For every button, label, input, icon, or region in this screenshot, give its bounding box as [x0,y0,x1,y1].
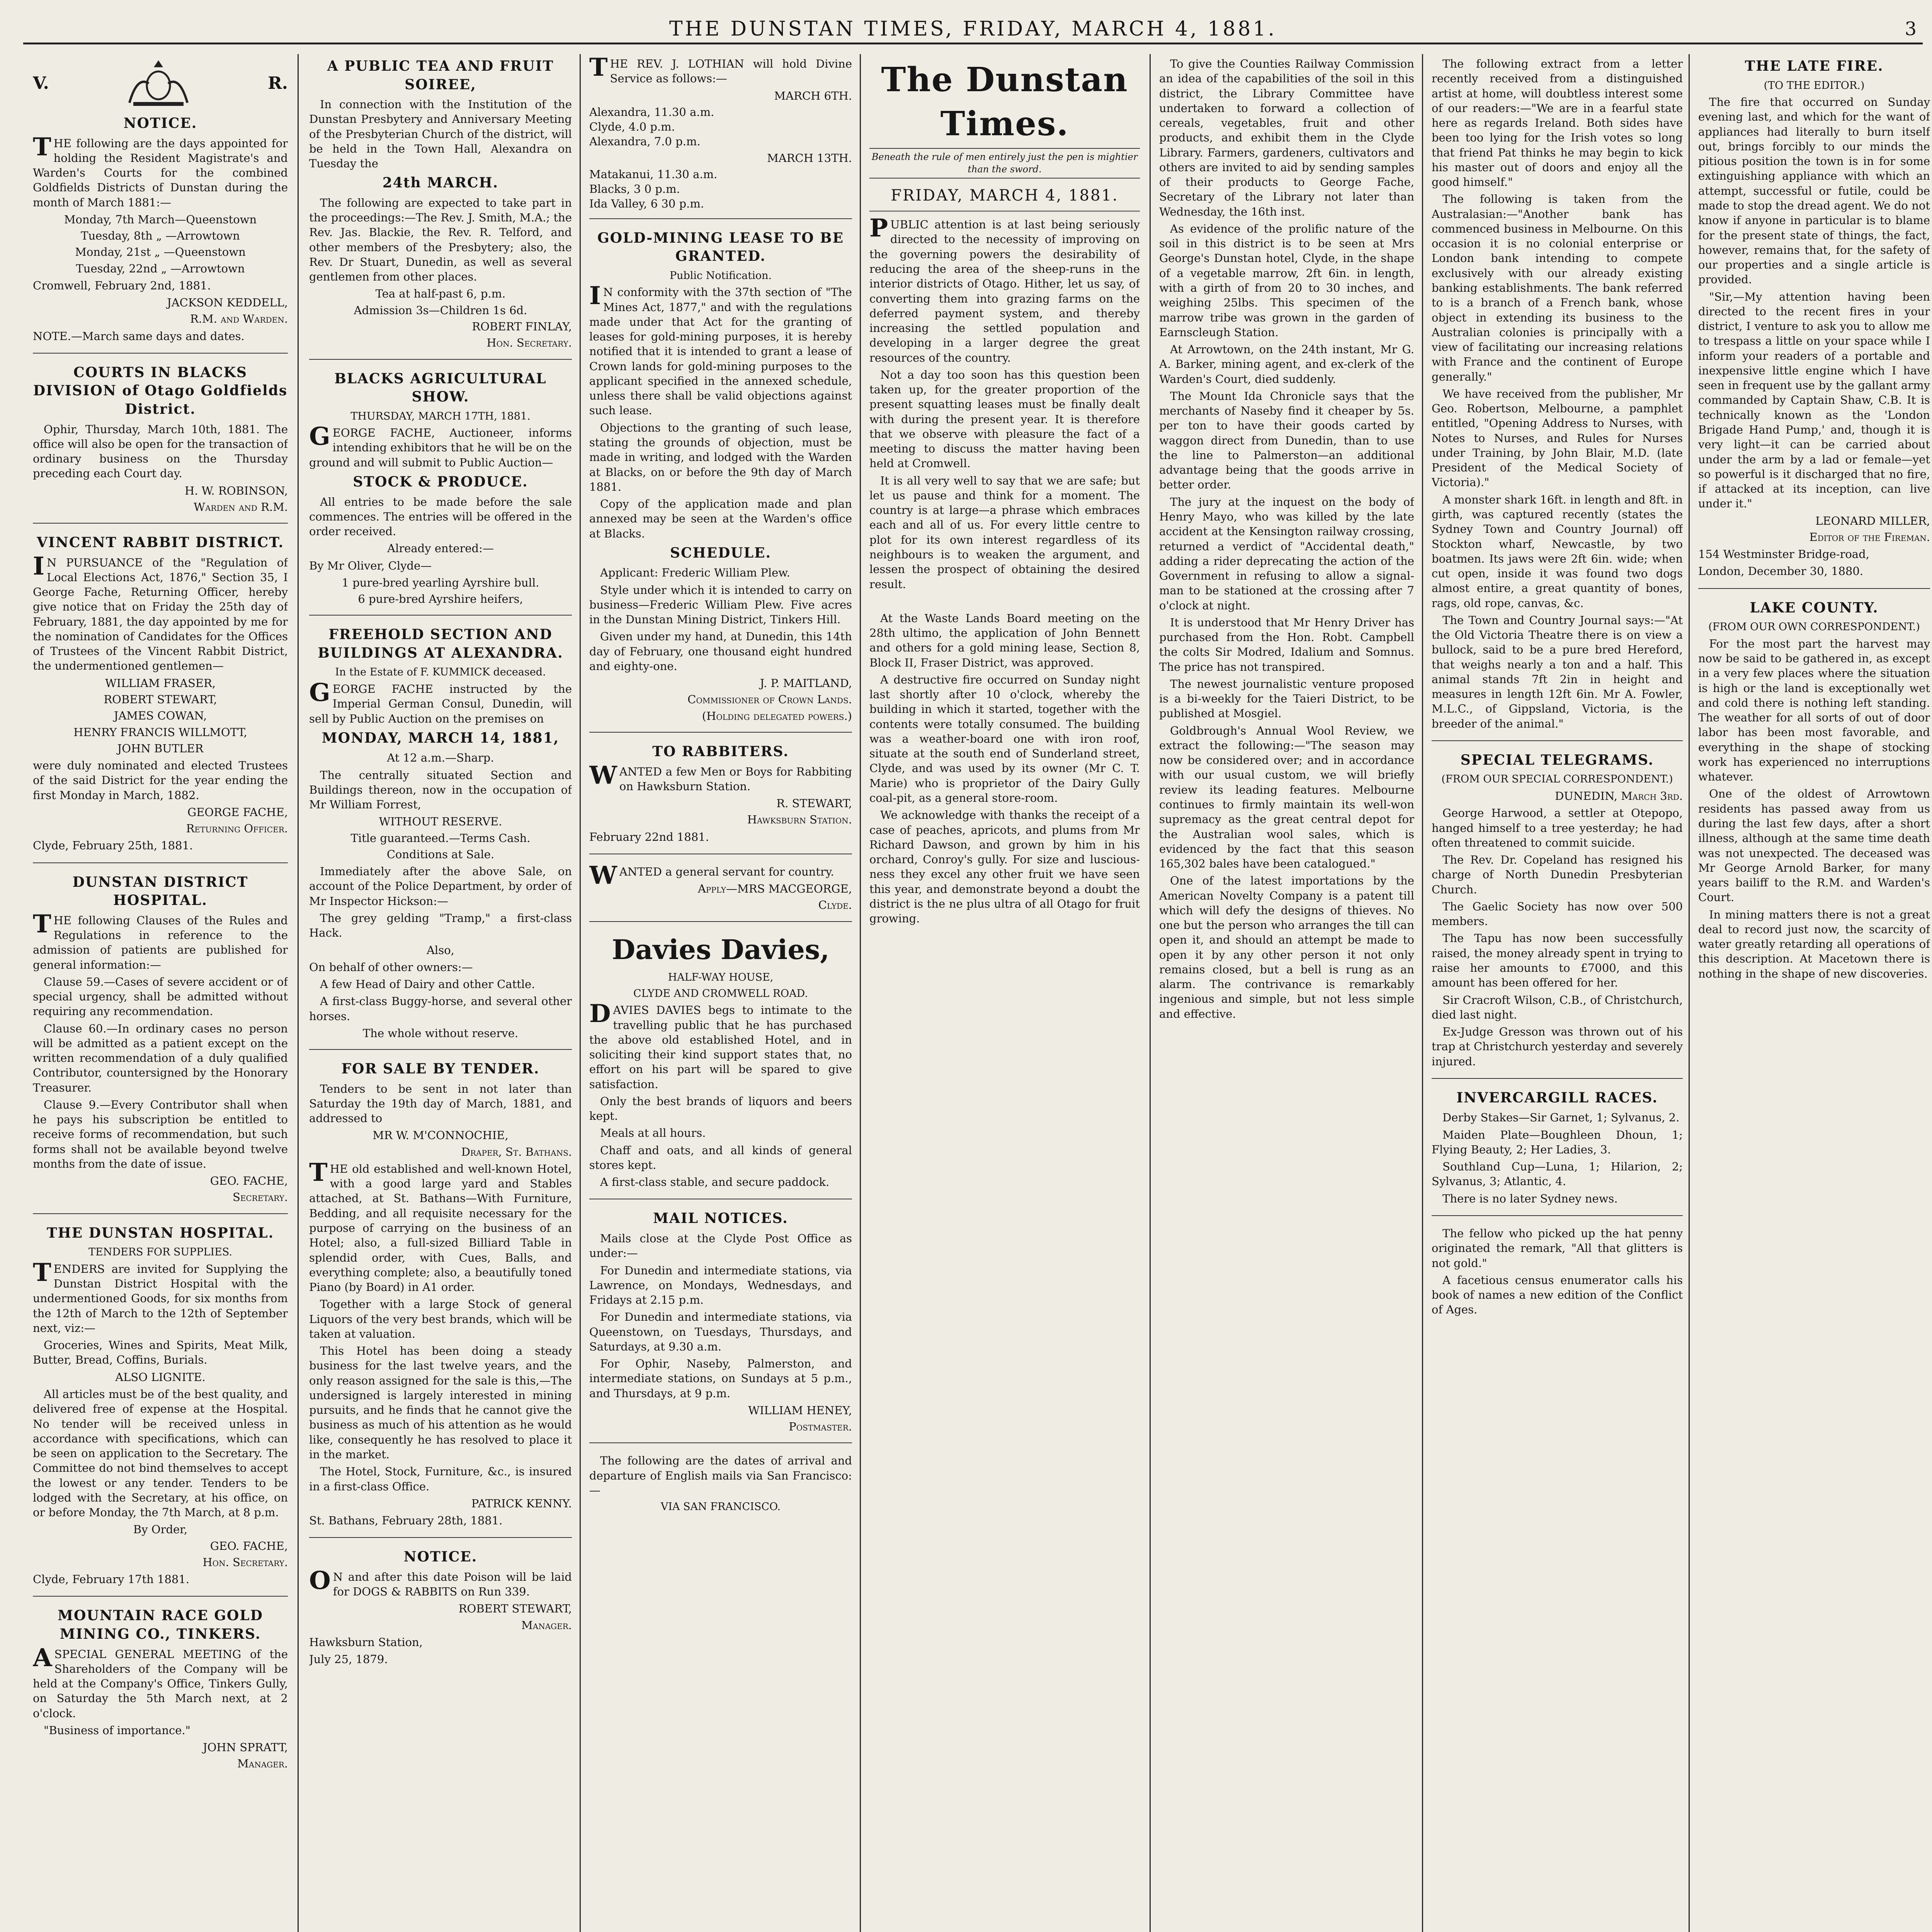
local-news [869,611,1140,935]
news-paragraph: The fellow who picked up the hat penny originated the remark, "All that glitters is not gold." [1432,1226,1683,1270]
report-paragraph: In mining matters there is not a great deal to record just now, the scarcity of water greatly retarding all operations of this description. At Macetown there is nothing in the shape of new discoveries. [1698,908,1930,980]
section-subtitle: (TO THE EDITOR.) [1764,79,1865,92]
running-title: THE DUNSTAN TIMES, FRIDAY, MARCH 4, 1881. [669,17,1277,41]
local-news [1159,56,1414,1031]
notice-title: THE DUNSTAN HOSPITAL. [46,1225,274,1241]
apply-to: Apply—MRS MACGEORGE, [697,882,852,896]
race-result: There is no later Sydney news. [1442,1192,1618,1205]
telegram-item: Sir Cracroft Wilson, C.B., of Christchurch, died last night. [1432,993,1683,1021]
race-result: Derby Stakes—Sir Garnet, 1; Sylvanus, 2. [1442,1111,1680,1124]
goods-list: Groceries, Wines and Spirits, Meat Milk, Butter, Bread, Coffins, Burials. [33,1338,288,1367]
service-row: Ida Valley, 6 30 p.m. [589,197,704,211]
signer-note: (Holding delegated powers.) [702,709,852,723]
trustee-name: ROBERT STEWART, [104,693,217,706]
poison-notice [309,1548,572,1676]
hospital-tenders-notice [33,1224,288,1597]
service-row: Blacks, 3 0 p.m. [589,182,680,196]
trustee-name: HENRY FRANCIS WILLMOTT, [73,725,247,739]
column-2 [309,54,572,1932]
notice-body: Given under my hand, at Dunedin, this 14th day of February, one thousand eight hundred and eighty-one. [589,630,852,673]
davies-title: Davies Davies, [612,933,830,966]
notice-body: All articles must be of the best quality, and delivered free of expense at the Hospital. No tender will be received unless in accordance with specifications, which can be seen on application to the Secretary. The Committee do not bind themselves to accept the lowest or any tender. Tenders to be lodged with the Secretary, at his office, on or before Monday, the 7th March, at 8 p.m. [33,1388,288,1519]
column-4 [869,54,1140,1932]
news-paragraph: The following extract from a letter recently received from a distinguished artist at home, will doubtless interest some of our readers:—"We are in a fearful state here as regards Ireland. Both sides have been too lying for the Irish votes so long that friend Pat thinks he may begin to kick his master out of doors and enjoy all the good himself." [1432,57,1683,189]
notice-body: ON and after this date Poison will be laid for DOGS & RABBITS on Run 339. [309,1566,572,1599]
court-days-notice [33,114,288,354]
signer-role: Hon. Secretary. [486,336,572,350]
telegram-item: The Tapu has now been successfully raised, the money already spent in trying to raise her amounts to £7000, and this amount has been offered for her. [1432,932,1683,990]
soiree-advert [309,57,572,360]
notice-title: VINCENT RABBIT DISTRICT. [37,534,284,551]
admission-price: Admission 3s—Children 1s 6d. [354,303,527,317]
signer-role: Warden and R.M. [194,500,288,514]
signer-name: ROBERT FINLAY, [472,320,572,333]
blacks-courts-notice [33,364,288,524]
hospital-rules-notice [33,873,288,1214]
section-title: THE LATE FIRE. [1745,58,1884,74]
notice-title: GOLD-MINING LEASE TO BE GRANTED. [597,230,844,265]
leader-paragraph: Not a day too soon has this question been taken up, for the greater proportion of the present squatting leases must be finally dealt with during the present year. It is therefore that we observe with pleasure the fact of a meeting to discuss the matter having been held at Cromwell. [869,368,1140,470]
without-reserve: The whole without reserve. [362,1026,519,1040]
signer-role: Editor of the Fireman. [1809,530,1930,544]
signer-name: R. STEWART, [776,797,852,810]
advert-subtitle: CLYDE AND CROMWELL ROAD. [633,987,808,1000]
half-way-house-advert [589,932,852,1200]
special-telegrams [1432,751,1683,1079]
page-number: 3 [1905,18,1919,40]
notice-dated: Cromwell, February 2nd, 1881. [33,279,211,292]
notice-body: IN PURSUANCE of the "Regulation of Local Elections Act, 1876," Section 35, I George Fache, Returning Officer, hereby give notice that on Friday the 25th day of February, 1881, the day appointed by me for the nomination of Candidates for the Offices of Trustees of the Vincent Rabbit District, the undermentioned gentlemen— [33,551,288,673]
notice-title: COURTS IN BLACKS DIVISION of Otago Goldfields District. [33,364,288,417]
notice-body: THE following are the days appointed for holding the Resident Magistrate's and Warden's Courts for the combined Goldfields Districts of Dunstan during the month of March 1881:— [33,132,288,209]
signer-role: Hon. Secretary. [202,1555,288,1569]
rabbit-district-notice [33,534,288,863]
advert-body: THE old established and well-known Hotel, with a good large yard and Stables attached, at St. Bathans—With Furniture, Bedding, and all requisite necessary for the purpose of carrying on the business of an Hotel; also, a full-sized Billiard Table in splendid order, with Cues, Balls, and everything complete; also, a beautifully toned Piano (by Board) in A1 order. [309,1158,572,1294]
news-paragraph: As evidence of the prolific nature of the soil in this district is to be seen at Mrs George's Dunstan hotel, Clyde, in the shape of a vegetable marrow, 2ft 6in. in length, with a girth of from 20 to 30 inches, and weighing 25lbs. This specimen of the marrow tribe was grown in the garden of Earnscleugh Station. [1159,222,1414,339]
lake-county-report [1698,599,1930,990]
advert-body: Meals at all hours. [600,1126,706,1140]
news-paragraph: To give the Counties Railway Commission an idea of the capabilities of the soil in this district, the Library Committee have undertaken to forward a collection of cereals, vegetables, fruit and other products, and exhibit them in the Clyde Library. Farmers, gardeners, cultivators and others are invited to aid by sending samples of their products to George Fache, Secretary of the Library not later than Wednesday, the 16th inst. [1159,57,1414,218]
advert-body: WANTED a few Men or Boys for Rabbiting on Hawksburn Station. [589,760,852,793]
stock-produce: STOCK & PRODUCE. [353,473,528,490]
entry-item: 6 pure-bred Ayrshire heifers, [358,592,523,606]
letter-address: 154 Westminster Bridge-road, [1698,548,1869,561]
lot-item: The grey gelding "Tramp," a first-class Hack. [309,911,572,940]
signer-name: PATRICK KENNY. [471,1497,572,1510]
freehold-sale-advert [309,626,572,1050]
conditions: Conditions at Sale. [386,847,495,861]
owners-line: On behalf of other owners:— [309,960,473,974]
advert-body: This Hotel has been doing a steady business for the last twelve years, and the only reason assigned for the sale is this,—The undersigned is largely interested in mining pursuits, and he finds that he cannot give the business as much of his attention as he would like, consequently he has resolved to place it in the market. [309,1344,572,1461]
service-row: Alexandra, 7.0 p.m. [589,135,701,148]
advert-title: BLACKS AGRICULTURAL SHOW. [334,370,547,405]
lot-item: A few Head of Dairy and other Cattle. [320,978,535,991]
advert-body: All entries to be made before the sale commences. The entries will be offered in the order received. [309,495,572,538]
column-5 [1159,54,1414,1932]
signer-name: GEO. FACHE, [210,1174,288,1188]
signer-name: GEO. FACHE, [210,1539,288,1553]
advert-body: WANTED a general servant for country. [589,861,834,890]
tea-time: Tea at half-past 6, p.m. [375,287,506,301]
without-reserve: WITHOUT RESERVE. [379,815,502,828]
mail-notices [589,1209,852,1443]
notice-body: Copy of the application made and plan annexed may be seen at the Warden's office at Blacks. [589,497,852,540]
column-1 [33,54,288,1932]
notice-body: Style under which it is intended to carry on business—Frederic William Plew. Five acres in the Dunstan Mining District, Tinkers Hill. [589,583,852,626]
section-title: LAKE COUNTY. [1750,599,1879,616]
paragraph-snippets [1432,1226,1683,1327]
masthead-motto: Beneath the rule of men entirely just the pen is mightier than the sword. [869,148,1140,179]
news-paragraph: At Arrowtown, on the 24th instant, Mr G. A. Barker, mining agent, and ex-clerk of the Warden's Court, died suddenly. [1159,343,1414,386]
notice-body: IN conformity with the 37th section of "The Mines Act, 1877," and with the regulations made under that Act for the granting of leases for gold-mining purposes, it is hereby notified that it is intended to grant a lease of Crown lands for gold-mining purposes to the applicant specified in the annexed schedule, unless there shall be valid objections against such lease. [589,281,852,417]
notice-note: NOTE.—March same days and dates. [33,329,245,343]
notice-dated: St. Bathans, February 28th, 1881. [309,1514,503,1527]
divine-service-notice [589,56,852,219]
signer-name: JACKSON KEDDELL, [167,296,288,310]
notice-subtitle: TENDERS FOR SUPPLIES. [88,1246,232,1259]
already-entered: Already entered:— [387,542,494,555]
sale-time: At 12 a.m.—Sharp. [387,751,494,765]
late-fire-letter [1698,57,1930,589]
advert-body: Chaff and oats, and all kinds of general stores kept. [589,1143,852,1172]
service-date: MARCH 13TH. [767,151,852,165]
section-title: SPECIAL TELEGRAMS. [1460,752,1654,768]
column-3 [589,54,852,1932]
signer-role: Commissioner of Crown Lands. [687,693,852,706]
by-order: By Order, [133,1523,188,1536]
advert-body: The Hotel, Stock, Furniture, &c., is insured in a first-class Office. [309,1465,572,1493]
report-paragraph: For the most part the harvest may now be said to be gathered in, as except in a very few places where the situation is high or the land is exceptionally wet and cold there is nothing left standing. The weather for all sorts of out of door labor has been most favorable, and everything in the shape of stocking work has experienced no interruptions whatever. [1698,637,1930,784]
notice-body: THE following Clauses of the Rules and Regulations in reference to the admission of patients are published for general information:— [33,909,288,971]
trustee-name: JAMES COWAN, [114,709,207,723]
court-date: Monday, 21st „ —Queenstown [75,245,246,259]
section-subtitle: (FROM OUR OWN CORRESPONDENT.) [1708,621,1920,633]
royal-arms [33,56,288,111]
telegram-item: The Rev. Dr. Copeland has resigned his charge of North Dunedin Presbyterian Church. [1432,853,1683,896]
court-date: Tuesday, 8th „ —Arrowtown [81,229,240,243]
signer-role: R.M. and Warden. [190,312,288,326]
advert-body: A first-class stable, and secure paddock. [600,1175,830,1189]
mail-item: For Dunedin and intermediate stations, via Queenstown, on Tuesdays, Thursdays, and Saturdays, at 9.30 a.m. [589,1310,852,1353]
race-result: Southland Cup—Luna, 1; Hilarion, 2; Sylvanus, 3; Atlantic, 4. [1432,1160,1683,1188]
news-paragraph: A monster shark 16ft. in length and 8ft. in girth, was captured recently (states the Sydney Town and Country Journal) off Stockton wharf, Newcastle, by two boatmen. Its jaws were 2ft 6in. wide; when cut open, inside it was found two dogs almost entire, a great quantity of bones, rags, old rope, canvas, &c. [1432,493,1683,610]
news-paragraph: We acknowledge with thanks the receipt of a case of peaches, apricots, and plums from Mr Richard Dawson, and grown by him in his orchard, Conroy's gully. For size and lusciousness they excel any other fruit we have seen this year, and demonstrate beyond a doubt the district is the ne plus ultra of all Otago for fruit growing. [869,808,1140,925]
advert-body: The following are expected to take part in the proceedings:—The Rev. J. Smith, M.A.; the Rev. Jas. Blackie, the Rev. R. Telford, and other members of the Presbytery; also, the Rev. Dr Stuart, Dunedin, as well as several gentlemen from other places. [309,196,572,284]
service-date: MARCH 6TH. [774,89,852,102]
signer-role: Manager. [237,1757,288,1770]
arms-letter-right: R. [268,73,288,93]
notice-dated: Clyde, February 25th, 1881. [33,839,193,852]
court-date: Tuesday, 22nd „ —Arrowtown [76,262,245,275]
column-rule [1422,54,1423,1932]
notice-title: NOTICE. [403,1549,478,1565]
mail-subtitle: VIA SAN FRANCISCO. [660,1501,781,1513]
letter-paragraph: "Sir,—My attention having been directed to the recent fires in your district, I venture to ask you to allow me to trespass a little on your space while I inform your readers of a portable and inexpensive little engine which I have seen in frequent use by the gallant army commanded by Captain Shaw, C.B. It is technically known as the 'London Brigade Hand Pump,' and, though it is very light—it can be carried about under the arm by a lad or female—yet so powerful is it discharged that no fire, if attacked at its inception, can live under it." [1698,290,1930,510]
mail-item: For Dunedin and intermediate stations, via Lawrence, on Mondays, Wednesdays, and Fridays at 2.15 p.m. [589,1264,852,1307]
notice-title: MOUNTAIN RACE GOLD MINING CO., TINKERS. [58,1607,263,1642]
addressee-place: Draper, St. Bathans. [461,1145,572,1158]
section-title: INVERCARGILL RACES. [1456,1089,1658,1106]
hospital-clause: Clause 60.—In ordinary cases no person will be admitted as a patient except on the written recommendation of a duly qualified Contributor, countersigned by the Honorary Treasurer. [33,1022,288,1094]
news-paragraph: A facetious census enumerator calls his book of names a new edition of the Conflict of Ages. [1432,1273,1683,1316]
advert-body: The centrally situated Section and Buildings thereon, now in the occupation of Mr William Forrest, [309,768,572,811]
service-row: Matakanui, 11.30 a.m. [589,167,718,181]
service-row: Alexandra, 11.30 a.m. [589,105,714,119]
advert-title: FREEHOLD SECTION AND BUILDINGS AT ALEXANDRA. [318,626,563,661]
notice-body: were duly nominated and elected Trustees of the said District for the year ending the first Monday in March, 1882. [33,759,288,802]
business-note: "Business of importance." [44,1723,190,1737]
signer-role: Manager. [521,1618,572,1632]
signer-name: J. P. MAITLAND, [760,677,852,690]
advert-title: A PUBLIC TEA AND FRUIT SOIREE, [327,58,554,93]
news-paragraph: It is understood that Mr Henry Driver has purchased from the Hon. Robt. Campbell the colts Sir Modred, Idalium and Somnus. The price has not transpired. [1159,616,1414,673]
column-rule [1150,54,1151,1932]
telegram-item: The Gaelic Society has now over 500 members. [1432,900,1683,928]
show-date: THURSDAY, MARCH 17TH, 1881. [350,410,531,422]
news-paragraph: One of the latest importations by the American Novelty Company is a patent till which will defy the designs of thieves. No one but the person who arranges the till can open it, and should an attempt be made to open it by any other person it not only remains closed, but a bell is rung as an alarm. The contrivance is remarkably ingenious and simple, but not less simple and effective. [1159,874,1414,1020]
notice-body: Ophir, Thursday, March 10th, 1881. The office will also be open for the transaction of ordinary business on the Thursday preceding each Court day. [33,422,288,480]
servant-wanted-advert [589,861,852,922]
news-paragraph: At the Waste Lands Board meeting on the 28th ultimo, the application of John Bennett and others for a gold mining lease, Section 8, Block II, Fraser District, was approved. [869,611,1140,669]
signer-role: Returning Officer. [186,822,288,835]
sale-date: MONDAY, MARCH 14, 1881, [321,730,560,746]
column-rule [860,54,861,1932]
telegram-dateline: DUNEDIN, March 3rd. [1555,789,1683,803]
gold-lease-notice [589,229,852,733]
soiree-date: 24th MARCH. [382,175,499,191]
race-result: Maiden Plate—Boughleen Dhoun, 1; Flying Beauty, 2; Her Ladies, 3. [1432,1128,1683,1156]
notice-dated: Clyde, February 17th 1881. [33,1573,190,1586]
san-francisco-mails [589,1453,852,1523]
notice-body: TENDERS are invited for Supplying the Dunstan District Hospital with the undermentioned Goods, for six months from the 12th of March to the 12th of September next, viz:— [33,1258,288,1335]
notice-dated: July 25, 1879. [309,1653,388,1666]
station-name: Hawksburn Station. [747,813,852,827]
advert-body: Tenders to be sent in not later than Saturday the 19th day of March, 1881, and addressed to [309,1082,572,1125]
mail-intro: Mails close at the Clyde Post Office as under:— [589,1231,852,1260]
signer-name: H. W. ROBINSON, [184,484,288,497]
trustee-name: WILLIAM FRASER, [105,676,216,690]
letter-paragraph: The fire that occurred on Sunday evening last, and which for the want of appliances had literally to burn itself out, brings forcibly to our minds the pitious position the town is in for some extinguishing appliance with which an attempt, successful or futile, could be made to stop the dread agent. We do not know if anyone in particular is to blame for the present state of things, the fact, however, remains that, for the safety of our properties and a single article is provided. [1698,95,1930,286]
leading-article [869,214,1140,601]
court-date: Monday, 7th March—Queenstown [64,213,257,226]
section-subtitle: (FROM OUR SPECIAL CORRESPONDENT.) [1441,773,1673,786]
advert-body: Only the best brands of liquors and beers kept. [589,1094,852,1123]
title-guaranteed: Title guaranteed.—Terms Cash. [350,831,531,845]
hospital-clause: Clause 9.—Every Contributor shall when he pays his subscription be entitled to receive forms of recommendation, but such forms shall not be available beyond twelve months from the date of issue. [33,1098,288,1170]
signer-name: LEONARD MILLER, [1815,514,1930,527]
agricultural-show-advert [309,370,572,616]
column-rule [580,54,581,1932]
column-7 [1698,54,1930,1932]
leader-paragraph: It is all very well to say that we are safe; but let us pause and think for a moment. The country is at large—a phrase which embraces each and all of us. For every little centre to plot for its own interest regardless of its neighbours is to weaken the argument, and lessen the prospect of obtaining the desired result. [869,474,1140,591]
notice-title: DUNSTAN DISTRICT HOSPITAL. [72,874,248,909]
news-paragraph: The following is taken from the Australasian:—"Another bank has commenced business in Melbourne. On this occasion it is no colonial enterprise or London bank intending to compete exclusively with our already existing banking establishments. The bank referred to is a branch of a French bank, whose object in extending its business to the Australian colonies is principally with a view of facilitating our increasing relations with France and the continent of Europe generally." [1432,192,1683,383]
advert-body: GEORGE FACHE, Auctioneer, informs intending exhibitors that he will be on the ground and will submit to Public Auction— [309,422,572,469]
schedule-title: SCHEDULE. [670,544,771,561]
advert-body: DAVIES DAVIES begs to intimate to the travelling public that he has purchased the above old established Hotel, and in soliciting their kind support states that, no effort on his part will be spared to give satisfaction. [589,999,852,1091]
also-lignite: ALSO LIGNITE. [115,1370,206,1384]
news-paragraph: The Town and Country Journal says:—"At the Old Victoria Theatre there is on view a bullock, said to be a pure bred Hereford, that weighs nearly a ton and a half. This animal stands 7ft 2in in height and measures in length 12ft 6in. Mr A. Fowler, M.L.C., of Gippsland, Victoria, is the breeder of the animal." [1432,613,1683,730]
entrant: By Mr Oliver, Clyde— [309,559,432,572]
news-paragraph: We have received from the publisher, Mr Geo. Robertson, Melbourne, a pamphlet entitled, "Opening Address to Nurses, with Notes to Nurses, and Rules for Nurses under Training, by John Blair, M.D. (late President of the Medical Society of Victoria)." [1432,387,1683,489]
advert-title: TO RABBITERS. [652,743,789,760]
news-paragraph: A destructive fire occurred on Sunday night last shortly after 10 o'clock, whereby the building in which it started, together with the contents were totally consumed. The building was a weather-board one with iron roof, situate at the south end of Sunderland street, Clyde, and was used by its owner (Mr C. T. Marie) who is proprietor of the Dairy Gully coal-pit, as a general store-room. [869,673,1140,804]
general-news [1432,56,1683,741]
addressee: MR W. M'CONNOCHIE, [372,1129,509,1142]
signer-name: GEORGE FACHE, [187,805,288,819]
notice-body: Objections to the granting of such lease, stating the grounds of objection, must be made in writing, and lodged with the Warden at Blacks, on or before the 9th day of March 1881. [589,421,852,493]
signer-role: Secretary. [233,1190,288,1204]
signer-role: Postmaster. [789,1420,852,1434]
advert-title: FOR SALE BY TENDER. [341,1061,540,1077]
advert-body: In connection with the Institution of the Dunstan Presbytery and Anniversary Meeting of the Presbyterian Church of the district, will be held in the Town Hall, Alexandra on Tuesday the [309,98,572,170]
signer-name: WILLIAM HENEY, [748,1403,852,1417]
invercargill-races [1432,1089,1683,1216]
running-header [23,15,1923,44]
news-paragraph: Goldbrough's Annual Wool Review, we extract the following:—"The season may now be considered over; and in accordance with our usual custom, we will briefly review its leading features. Melbourne continues to firmly maintain its well-won supremacy as the great central depot for the Australian wool sales, which is evidenced by the fact that this season 165,302 bales have been catalogued." [1159,724,1414,871]
applicant: Applicant: Frederic William Plew. [600,566,790,580]
column-rule [298,54,299,1932]
advert-body: Together with a large Stock of general Liquors of the very best brands, which will be taken at valuation. [309,1298,572,1340]
report-paragraph: One of the oldest of Arrowtown residents has passed away from us during the last few days, after a short illness, although at the same time death was not unexpected. The deceased was Mr George Arnold Barker, for many years bailiff to the R.M. and Warden's Court. [1698,787,1930,904]
service-row: Clyde, 4.0 p.m. [589,120,675,134]
rabbiters-advert [589,743,852,854]
column-rule [1689,54,1690,1932]
entry-item: 1 pure-bred yearling Ayrshire bull. [342,576,539,589]
advert-body: Immediately after the above Sale, on account of the Police Department, by order of Mr Inspector Hickson:— [309,865,572,908]
mail-item: For Ophir, Naseby, Palmerston, and intermediate stations, on Sundays at 5 p.m., and Thursdays, at 9 p.m. [589,1357,852,1400]
arms-letter-left: V. [33,73,49,93]
mining-company-notice [33,1607,288,1779]
trustee-name: JOHN BUTLER [117,742,204,755]
notice-subtitle: Public Notification. [669,269,772,282]
advert-body: GEORGE FACHE instructed by the Imperial German Consul, Dunedin, will sell by Public Auction on the premises on [309,678,572,725]
apply-place: Clyde. [818,898,852,912]
news-paragraph: The Mount Ida Chronicle says that the merchants of Naseby find it cheaper by 5s. per ton to have their goods carted by waggon direct from Dunedin, than to use the line to Palmerston—an additional advantage being that the goods arrive in better order. [1159,389,1414,492]
advert-subtitle: HALF-WAY HOUSE, [668,971,774,984]
news-paragraph: The jury at the inquest on the body of Henry Mayo, who was killed by the late accident at the Kensington railway crossing, returned a verdict of "Accidental death," adding a rider deprecating the action of the Government in refusing to allow a signal-man to be stationed at the crossing after 7 o'clock at night. [1159,495,1414,612]
newspaper-masthead: The Dunstan Times. [881,60,1128,143]
notice-title: THE REV. J. LOTHIAN will hold Divine Service as follows:— [589,54,852,85]
signer-name: JOHN SPRATT, [202,1741,288,1754]
hospital-clause: Clause 59.—Cases of severe accident or of special urgency, shall be admitted without requiring any recommendation. [33,975,288,1018]
letter-dated: London, December 30, 1880. [1698,565,1864,578]
column-6 [1432,54,1683,1932]
issue-dateline: FRIDAY, MARCH 4, 1881. [869,185,1140,212]
royal-crest-icon [122,56,195,111]
leader-paragraph: PUBLIC attention is at last being seriously directed to the necessity of improving on the governing powers the desirability of reducing the area of the sheep-runs in the interior districts of Otago. Hither, let us say, of converting them into grazing farms on the deferred payment system, and thereby increasing the settled population and developing in a larger degree the great resources of the country. [869,214,1140,364]
news-paragraph: The newest journalistic venture proposed is a bi-weekly for the Taieri District, to be published at Mosgiel. [1159,677,1414,720]
telegram-item: Ex-Judge Gresson was thrown out of his trap at Christchurch yesterday and severely injured. [1432,1025,1683,1068]
also-line: Also, [427,943,454,957]
station-name: Hawksburn Station, [309,1635,423,1649]
signer-name: ROBERT STEWART, [458,1602,572,1616]
notice-title: NOTICE. [123,115,197,131]
mail-intro: The following are the dates of arrival and departure of English mails via San Francisco:— [589,1454,852,1497]
notice-dated: February 22nd 1881. [589,830,709,844]
notice-title: MAIL NOTICES. [653,1210,788,1227]
hotel-tender-advert [309,1060,572,1538]
telegram-item: George Harwood, a settler at Otepopo, hanged himself to a tree yesterday; he had often threatened to commit suicide. [1432,806,1683,849]
estate-line: In the Estate of F. KUMMICK deceased. [335,666,546,679]
notice-body: ASPECIAL GENERAL MEETING of the Shareholders of the Company will be held at the Company's Office, Tinkers Gully, on Saturday the 5th March next, at 2 o'clock. [33,1643,288,1720]
lot-item: A first-class Buggy-horse, and several other horses. [309,995,572,1023]
